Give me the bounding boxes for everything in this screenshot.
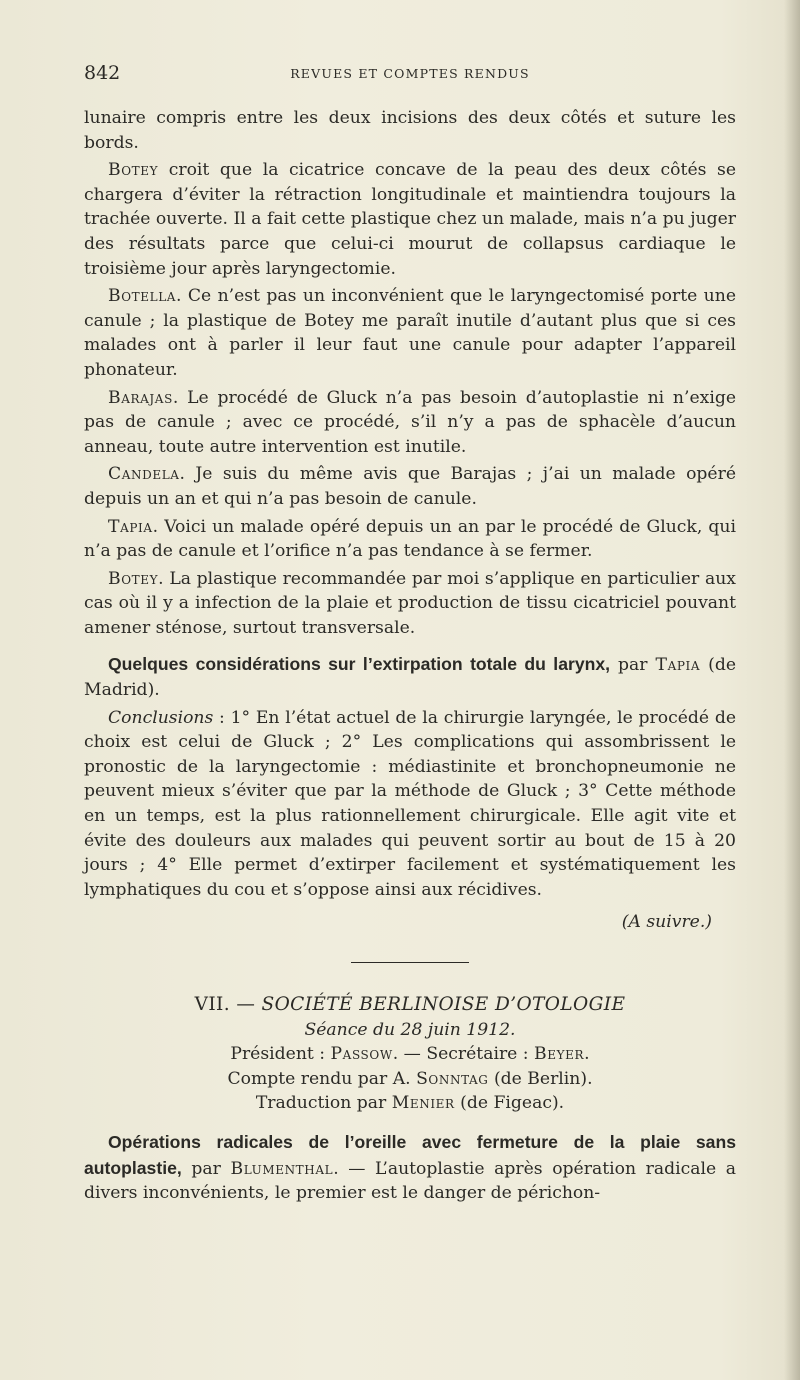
article-title: Quelques considérations sur l’extirpation totale du larynx,: [108, 654, 611, 675]
translator-name: Menier: [391, 1093, 455, 1114]
article-text: . — L’autoplastie après opération radicale a divers inconvénients, le premier est le danger de périchon-: [84, 1158, 736, 1204]
page-body: [84, 106, 736, 1206]
paragraph-candela: [84, 462, 736, 511]
report-label: Compte rendu par A.: [227, 1068, 417, 1089]
section-title: SOCIÉTÉ BERLINOISE D’OTOLOGIE: [261, 994, 626, 1015]
speaker-name: Barajas: [108, 387, 173, 408]
section-divider: [351, 962, 469, 963]
officers-line: [84, 1042, 736, 1067]
paragraph-text: . Je suis du même avis que Barajas ; j’ai un malade opéré depuis un an et qui n’a pas besoin de canule.: [84, 464, 736, 509]
page-number: 842: [84, 62, 121, 84]
paragraph-text: croit que la cicatrice concave de la peau des deux côtés se chargera d’éviter la rétraction longitudinale et maintiendra toujours la trachée ouverte. Il a fait cette plastique chez un malade, mais n’a pu juger des résultats parce que celui-ci mourut de collapsus cardiaque le troisième jour après laryngectomie.: [84, 160, 736, 279]
section-heading: [84, 993, 736, 1018]
report-place: (de Berlin).: [488, 1068, 593, 1089]
translator-place: (de Figeac).: [454, 1093, 565, 1114]
translation-label: Traduction par: [255, 1093, 392, 1114]
to-be-continued: (A suivre.): [621, 912, 712, 933]
speaker-name: Candela: [108, 464, 180, 485]
secretary-label: . — Secrétaire :: [392, 1044, 535, 1065]
paragraph-continuation: lunaire compris entre les deux incisions des deux côtés et suture les bords.: [84, 108, 736, 153]
paragraph-text: . Ce n’est pas un inconvénient que le laryngectomisé porte une canule ; la plastique de Botey me paraît inutile d’autant plus que si ces malades ont à parler il leur faut une canule pour adapter l’appareil phonateur.: [84, 286, 736, 380]
article-author: Tapia: [655, 655, 701, 676]
speaker-name: Tapia: [108, 516, 153, 537]
paragraph-text: . La plastique recommandée par moi s’applique en particulier aux cas où il y a infection de la plaie et production de tissu cicatriciel pouvant amener sténose, surtout transversale.: [84, 568, 736, 638]
article-affiliation: (de Madrid).: [84, 655, 736, 701]
president-label: Président :: [230, 1044, 331, 1065]
secretary-name: Beyer: [534, 1044, 585, 1065]
speaker-name: Botey: [108, 160, 159, 181]
article-author: Blumenthal: [230, 1158, 334, 1179]
section-number: VII. —: [194, 994, 262, 1015]
conclusions-text: : 1° En l’état actuel de la chirurgie laryngée, le procédé de choix est celui de Gluck ; 2° Les complications qui assombrissent le pronostic de la laryngectomie : médiastinite et bronchopneumonie ne peuvent mieux s’éviter que par la méthode de Gluck ; 3° Cette méthode en un temps, est la plus rationnellement chirurgicale. Elle agit vite et évite des douleurs aux malades qui peuvent sortir au bout de 15 à 20 jours ; 4° Elle permet d’extirper facilement et systématiquement les lymphatiques du cou et s’oppose ainsi aux récidives.: [84, 707, 736, 900]
article-conclusions: [84, 706, 736, 903]
paragraph-botey: [84, 158, 736, 281]
secretary-end: .: [584, 1044, 590, 1065]
paragraph-botey-2: [84, 567, 736, 641]
running-head: REVUES ET COMPTES RENDUS: [290, 66, 530, 81]
article-by: par: [181, 1158, 231, 1179]
translation-line: [84, 1091, 736, 1116]
article-heading-ear: [84, 1130, 736, 1206]
speaker-name: Botella: [108, 286, 177, 307]
report-author: Sonntag: [416, 1068, 489, 1089]
conclusions-label: Conclusions: [108, 707, 214, 728]
paragraph-text: . Le procédé de Gluck n’a pas besoin d’autoplastie ni n’exige pas de canule ; avec ce procédé, s’il n’y a pas de sphacèle d’aucun anneau, toute autre intervention est inutile.: [84, 387, 736, 457]
speaker-name: Botey: [108, 568, 159, 589]
article-by: par: [610, 655, 656, 676]
article-heading-larynx: [84, 652, 736, 702]
paragraph-botella: [84, 284, 736, 382]
paragraph-tapia: [84, 515, 736, 564]
article-title: Opérations radicales de l’oreille avec fermeture de la plaie sans autoplastie,: [84, 1131, 736, 1178]
page-edge-shadow: [784, 0, 800, 1380]
session-date: Séance du 28 juin 1912.: [304, 1019, 516, 1040]
paragraph-text: . Voici un malade opéré depuis un an par le procédé de Gluck, qui n’a pas de canule et l’orifice n’a pas tendance à se fermer.: [84, 516, 736, 562]
page-header: [84, 62, 736, 88]
president-name: Passow: [330, 1044, 393, 1065]
paragraph-barajas: [84, 386, 736, 460]
report-line: [84, 1067, 736, 1092]
